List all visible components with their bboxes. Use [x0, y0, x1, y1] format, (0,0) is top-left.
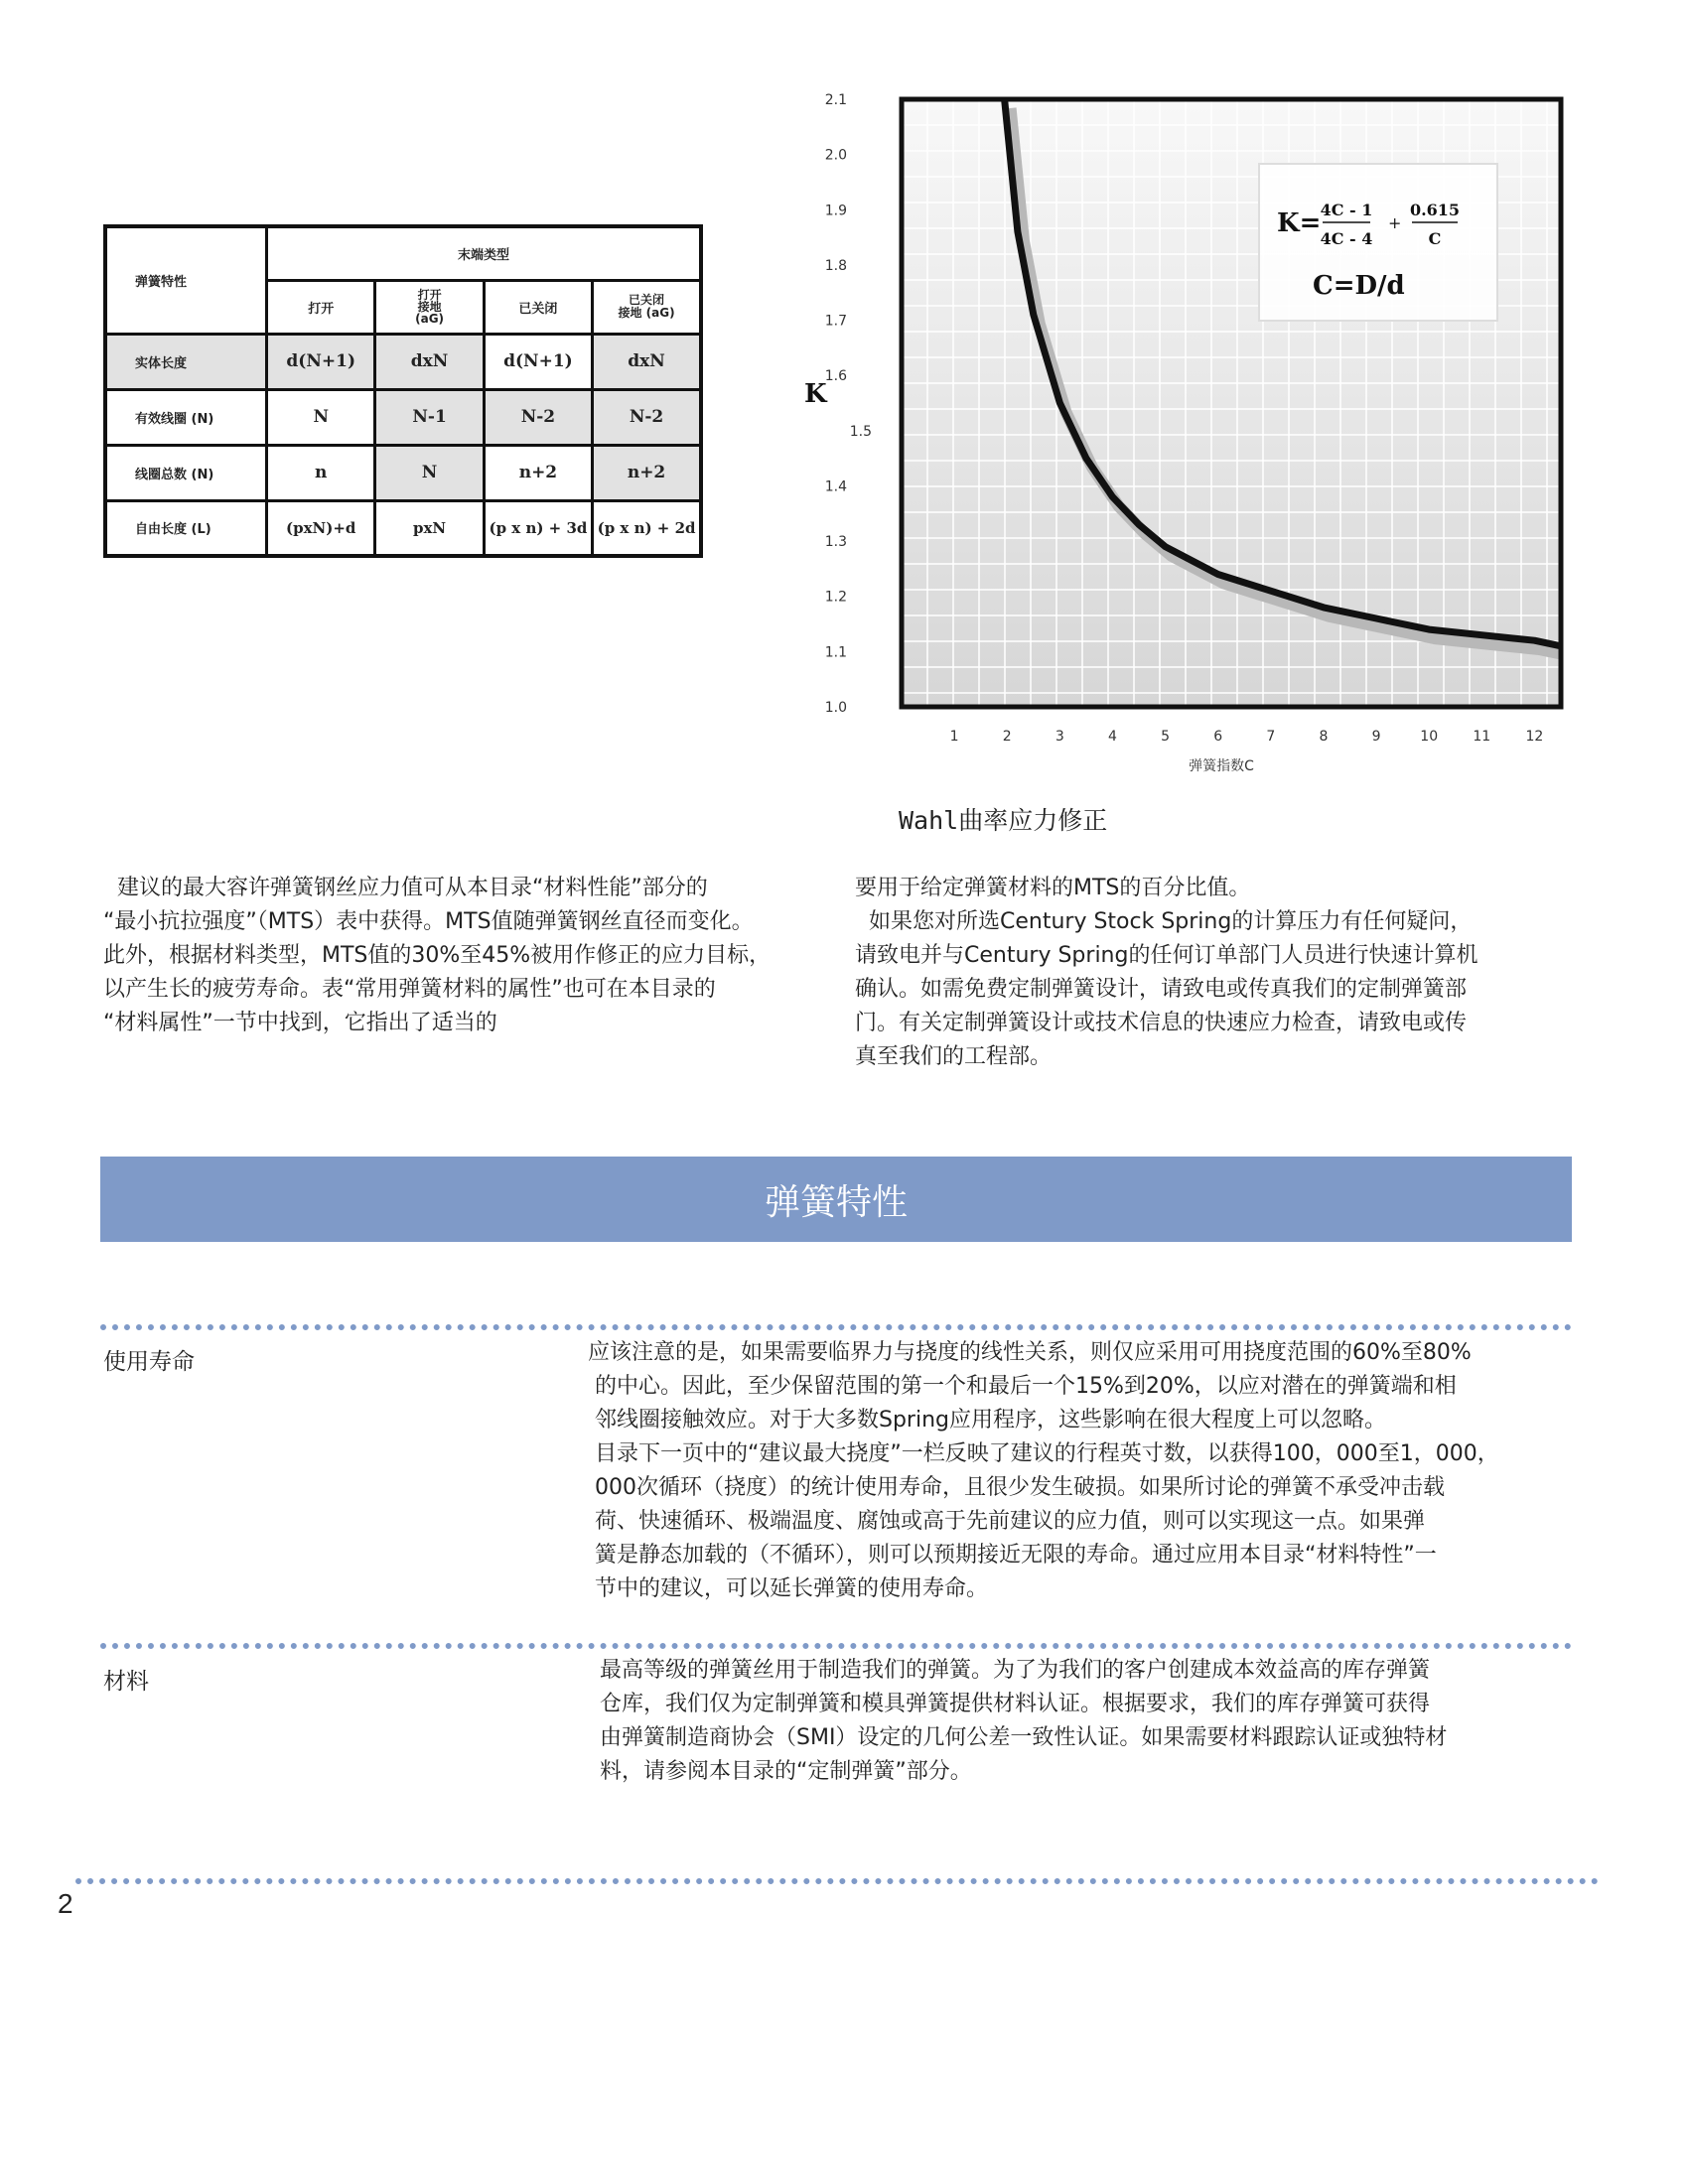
table-cell: n+2 [593, 445, 701, 500]
section-line: 荷、快速循环、极端温度、腐蚀或高于先前建议的应力值，则可以实现这一点。如果弹 [588, 1509, 1425, 1534]
paragraph-line: 真至我们的工程部。 [855, 1044, 1053, 1069]
y-tick-label: 1.2 [824, 589, 847, 606]
x-tick-label: 6 [1213, 729, 1223, 745]
table-cell: d(N+1) [484, 334, 592, 389]
column-header-label: 打开 接地 (aG) [415, 288, 445, 326]
section-line: 最高等级的弹簧丝用于制造我们的弹簧。为了为我们的客户创建成本效益高的库存弹簧 [600, 1658, 1431, 1683]
table-cell: N [267, 389, 375, 445]
x-tick-label: 10 [1420, 729, 1439, 745]
x-tick-label: 12 [1525, 729, 1544, 745]
x-tick-label: 2 [1002, 729, 1012, 745]
y-tick-label: 1.1 [824, 644, 847, 661]
row-header: 实体长度 [105, 334, 267, 389]
wahl-chart [794, 89, 1589, 784]
table-cell: (p x n) + 3d [484, 500, 592, 556]
table-cell: (pxN)+d [267, 500, 375, 556]
dotted-divider [100, 1643, 1572, 1649]
y-tick-label: 2.0 [824, 147, 847, 164]
x-tick-label: 8 [1319, 729, 1329, 745]
table-cell: pxN [375, 500, 484, 556]
section-banner [100, 1157, 1572, 1242]
formula-plus: + [1388, 213, 1402, 232]
x-axis [950, 729, 1544, 745]
table-cell: N [375, 445, 484, 500]
section-line: 邻线圈接触效应。对于大多数Spring应用程序，这些影响在很大程度上可以忽略。 [588, 1408, 1386, 1433]
paragraph-line: “材料属性”一节中找到，它指出了适当的 [103, 1011, 497, 1035]
y-tick-label: 1.0 [824, 700, 847, 716]
y-tick-label: 1.3 [824, 534, 847, 551]
row-header: 线圈总数 (N) [105, 445, 267, 500]
y-tick-label: 1.8 [824, 257, 847, 274]
section-label-material: 材料 [103, 1669, 149, 1695]
formula-numerator-2: 0.615 [1409, 201, 1461, 219]
table-row [105, 445, 701, 500]
table-cell: dxN [593, 334, 701, 389]
end-type-table [103, 224, 703, 558]
table-row [105, 389, 701, 445]
paragraph-right [855, 872, 1580, 1074]
column-header [484, 280, 592, 334]
formula-box [1259, 164, 1497, 321]
table-cell: n+2 [484, 445, 592, 500]
x-tick-label: 5 [1161, 729, 1171, 745]
formula-c-definition: C=D/d [1313, 271, 1405, 301]
section-line: 节中的建议，可以延长弹簧的使用寿命。 [588, 1576, 988, 1601]
y-axis-label: K [804, 379, 827, 409]
dotted-divider [100, 1324, 1572, 1330]
y-tick-label: 1.7 [824, 313, 847, 330]
x-tick-label: 11 [1473, 729, 1491, 745]
y-tick-label: 1.9 [824, 203, 847, 219]
x-tick-label: 9 [1371, 729, 1381, 745]
column-header [593, 280, 701, 334]
x-tick-label: 1 [949, 729, 959, 745]
paragraph-line: 请致电并与Century Spring的任何订单部门人员进行快速计算机 [855, 943, 1478, 968]
page-number: 2 [58, 1888, 73, 1919]
footer-dotted-divider [75, 1878, 1599, 1884]
table-cell: N-2 [484, 389, 592, 445]
table-row [105, 500, 701, 556]
paragraph-line: 确认。如需免费定制弹簧设计，请致电或传真我们的定制弹簧部 [855, 977, 1468, 1002]
table-group-header: 末端类型 [267, 226, 701, 280]
column-header-label: 已关闭 接地 (aG) [618, 293, 675, 320]
x-tick-label: 3 [1055, 729, 1064, 745]
y-tick-label: 1.5 [849, 423, 872, 440]
table-corner-header: 弹簧特性 [105, 226, 267, 334]
paragraph-line: 门。有关定制弹簧设计或技术信息的快速应力检查，请致电或传 [855, 1011, 1468, 1035]
y-tick-label: 2.1 [824, 92, 847, 108]
section-line: 仓库，我们仅为定制弹簧和模具弹簧提供材料认证。根据要求，我们的库存弹簧可获得 [600, 1692, 1431, 1716]
x-tick-label: 7 [1266, 729, 1276, 745]
section-line: 由弹簧制造商协会（SMI）设定的几何公差一致性认证。如果需要材料跟踪认证或独特材 [600, 1725, 1448, 1750]
section-line: 的中心。因此，至少保留范围的第一个和最后一个15%到20%，以应对潜在的弹簧端和相 [588, 1374, 1457, 1399]
section-line: 目录下一页中的“建议最大挠度”一栏反映了建议的行程英寸数，以获得100，000至1，000， [588, 1441, 1499, 1466]
formula-denominator-2: C [1428, 229, 1442, 248]
table-row [105, 334, 701, 389]
column-header [375, 280, 484, 334]
paragraph-left [103, 872, 828, 1040]
table-cell: d(N+1) [267, 334, 375, 389]
table-cell: N-2 [593, 389, 701, 445]
section-line: 000次循环（挠度）的统计使用寿命，且很少发生破损。如果所讨论的弹簧不承受冲击载 [588, 1475, 1445, 1500]
formula-numerator: 4C - 1 [1320, 201, 1373, 219]
section-text-service-life [588, 1336, 1581, 1606]
table-cell: dxN [375, 334, 484, 389]
y-axis [825, 92, 872, 716]
section-line: 料，请参阅本目录的“定制弹簧”部分。 [600, 1759, 972, 1784]
table-cell: N-1 [375, 389, 484, 445]
formula-denominator: 4C - 4 [1320, 229, 1373, 248]
section-line: 应该注意的是，如果需要临界力与挠度的线性关系，则仅应采用可用挠度范围的60%至80% [588, 1340, 1472, 1365]
formula-k: K= [1277, 208, 1322, 238]
paragraph-line: 此外，根据材料类型，MTS值的30%至45%被用作修正的应力目标， [103, 943, 772, 968]
row-header: 有效线圈 (N) [105, 389, 267, 445]
paragraph-line: 如果您对所选Century Stock Spring的计算压力有任何疑问， [855, 909, 1473, 934]
x-axis-label: 弹簧指数C [1189, 758, 1254, 774]
section-text-material [600, 1654, 1583, 1789]
y-tick-label: 1.6 [824, 368, 847, 385]
section-line: 簧是静态加载的（不循环），则可以预期接近无限的寿命。通过应用本目录“材料特性”一 [588, 1543, 1437, 1568]
row-header: 自由长度 (L) [105, 500, 267, 556]
section-label-service-life: 使用寿命 [103, 1349, 195, 1375]
column-header-label: 打开 [308, 301, 335, 317]
y-tick-label: 1.4 [824, 478, 847, 495]
chart-caption: Wahl曲率应力修正 [899, 806, 1108, 835]
paragraph-line: 要用于给定弹簧材料的MTS的百分比值。 [855, 876, 1251, 900]
paragraph-line: “最小抗拉强度”（MTS）表中获得。MTS值随弹簧钢丝直径而变化。 [103, 909, 754, 934]
column-header-label: 已关闭 [518, 301, 558, 317]
table-cell: n [267, 445, 375, 500]
x-tick-label: 4 [1108, 729, 1117, 745]
table-cell: (p x n) + 2d [593, 500, 701, 556]
banner-title: 弹簧特性 [764, 1181, 908, 1223]
paragraph-line: 以产生长的疲劳寿命。表“常用弹簧材料的属性”也可在本目录的 [103, 977, 716, 1002]
paragraph-line: 建议的最大容许弹簧钢丝应力值可从本目录“材料性能”部分的 [103, 876, 708, 900]
column-header [267, 280, 375, 334]
